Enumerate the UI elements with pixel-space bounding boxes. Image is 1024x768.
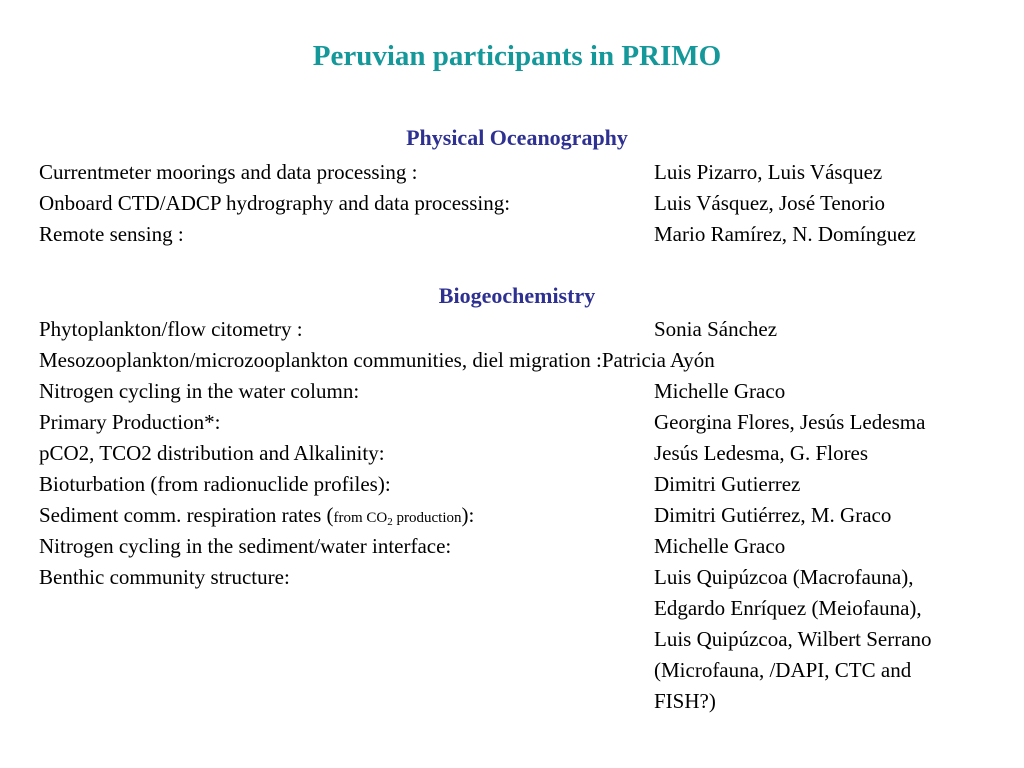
participants-continuation: Edgardo Enríquez (Meiofauna),: [654, 596, 922, 620]
topic-text: Nitrogen cycling in the water column:: [39, 379, 360, 403]
participants-text: Michelle Graco: [654, 534, 786, 558]
slide-title: Peruvian participants in PRIMO: [312, 40, 722, 72]
participants-continuation: FISH?): [654, 689, 716, 713]
topic-text: Onboard CTD/ADCP hydrography and data processing:: [39, 191, 511, 215]
topic-small-a: from CO: [333, 510, 388, 526]
table-row: [39, 531, 1014, 562]
table-row: [39, 219, 1014, 250]
participants-text: Sonia Sánchez: [654, 317, 778, 341]
topic-text: Mesozooplankton/microzooplankton communities, diel migration :Patricia Ayón: [39, 348, 715, 372]
topic-text: Benthic community structure:: [39, 565, 290, 589]
section-heading-physical-oceanography: Physical Oceanography: [406, 125, 628, 150]
participants-text: Michelle Graco: [654, 379, 786, 403]
participants-continuation: (Microfauna, /DAPI, CTC and: [654, 658, 912, 682]
participants-text: Luis Pizarro, Luis Vásquez: [654, 160, 883, 184]
table-row: [39, 376, 1014, 407]
topic-text: Primary Production*:: [39, 410, 221, 434]
table-row: [39, 562, 1014, 593]
participants-text: Dimitri Gutierrez: [654, 472, 801, 496]
topic-small-text: [334, 510, 462, 526]
participants-continuation: Luis Quipúzcoa, Wilbert Serrano: [654, 627, 932, 651]
table-row: [39, 500, 1014, 531]
topic-text: Remote sensing :: [39, 222, 184, 246]
section-heading-biogeochemistry: Biogeochemistry: [438, 283, 596, 308]
table-row: [39, 345, 1014, 376]
participants-text: Luis Vásquez, José Tenorio: [654, 191, 886, 215]
table-row: [39, 469, 1014, 500]
table-row: [39, 407, 1014, 438]
topic-text: pCO2, TCO2 distribution and Alkalinity:: [39, 441, 385, 465]
topic-small-b: production: [392, 510, 462, 526]
participants-text: Luis Quipúzcoa (Macrofauna),: [654, 565, 914, 589]
topic-text: Bioturbation (from radionuclide profiles):: [39, 472, 391, 496]
topic-text: Currentmeter moorings and data processing :: [39, 160, 418, 184]
topic-suffix: ):: [461, 503, 475, 527]
topic-prefix: Sediment comm. respiration rates (: [39, 503, 334, 527]
participants-text: Georgina Flores, Jesús Ledesma: [654, 410, 926, 434]
topic-subscript: 2: [387, 516, 393, 528]
topic-text: Nitrogen cycling in the sediment/water interface:: [39, 534, 452, 558]
table-row: [39, 188, 1014, 219]
table-row: [39, 314, 1014, 345]
participants-text: Mario Ramírez, N. Domínguez: [654, 222, 916, 246]
participants-text: Jesús Ledesma, G. Flores: [654, 441, 869, 465]
table-row: [39, 157, 1014, 188]
participants-text: Dimitri Gutiérrez, M. Graco: [654, 503, 892, 527]
table-row: [39, 438, 1014, 469]
topic-text: Phytoplankton/flow citometry :: [39, 317, 303, 341]
